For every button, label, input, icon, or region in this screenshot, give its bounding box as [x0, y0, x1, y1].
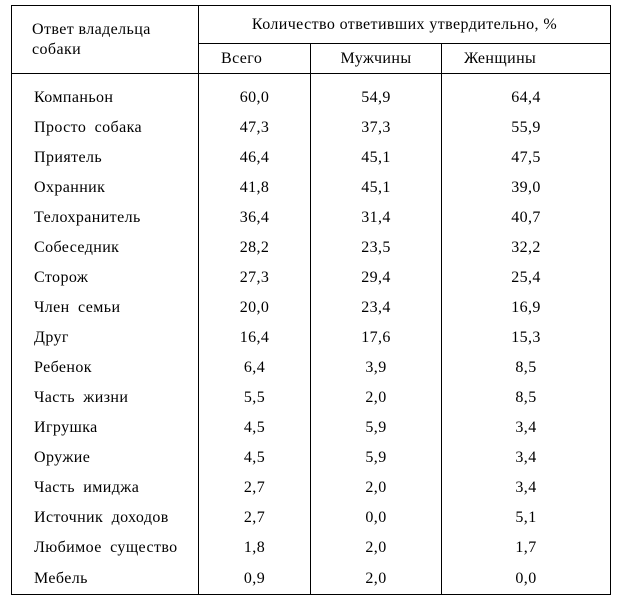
total-value: 36,4 [199, 203, 311, 233]
women-value: 47,5 [442, 143, 611, 173]
women-value: 55,9 [442, 113, 611, 143]
table-row [12, 503, 611, 533]
men-value: 3,9 [311, 353, 442, 383]
women-value: 8,5 [442, 383, 611, 413]
answer-label: Любимое существо [12, 533, 199, 563]
women-value: 5,1 [442, 503, 611, 533]
answer-label: Приятель [12, 143, 199, 173]
men-value: 2,0 [311, 533, 442, 563]
total-value: 47,3 [199, 113, 311, 143]
men-value: 23,4 [311, 293, 442, 323]
men-value: 45,1 [311, 143, 442, 173]
answer-label: Друг [12, 323, 199, 353]
table-row [12, 443, 611, 473]
total-value: 4,5 [199, 443, 311, 473]
women-value: 25,4 [442, 263, 611, 293]
answer-label: Телохранитель [12, 203, 199, 233]
total-value: 28,2 [199, 233, 311, 263]
total-value: 20,0 [199, 293, 311, 323]
answer-label: Игрушка [12, 413, 199, 443]
men-value: 5,9 [311, 443, 442, 473]
column-header-men: Мужчины [311, 44, 442, 74]
table-row [12, 203, 611, 233]
men-value: 5,9 [311, 413, 442, 443]
table-row [12, 143, 611, 173]
answer-label: Компаньон [12, 74, 199, 114]
answer-label: Источник доходов [12, 503, 199, 533]
total-value: 4,5 [199, 413, 311, 443]
table-row [12, 563, 611, 595]
answer-label: Собеседник [12, 233, 199, 263]
answer-label: Часть имиджа [12, 473, 199, 503]
table-row [12, 74, 611, 114]
total-value: 2,7 [199, 473, 311, 503]
answer-label: Оружие [12, 443, 199, 473]
total-value: 16,4 [199, 323, 311, 353]
total-value: 2,7 [199, 503, 311, 533]
table-row [12, 113, 611, 143]
women-value: 39,0 [442, 173, 611, 203]
total-value: 6,4 [199, 353, 311, 383]
answer-label: Просто собака [12, 113, 199, 143]
answer-label: Часть жизни [12, 383, 199, 413]
men-value: 0,0 [311, 503, 442, 533]
women-value: 32,2 [442, 233, 611, 263]
positive-answers-header: Количество ответивших утвердительно, % [199, 6, 611, 44]
men-value: 2,0 [311, 383, 442, 413]
men-value: 29,4 [311, 263, 442, 293]
column-header-women: Женщины [442, 44, 611, 74]
table-body [12, 74, 611, 595]
women-value: 8,5 [442, 353, 611, 383]
table-row [12, 533, 611, 563]
total-value: 1,8 [199, 533, 311, 563]
men-value: 23,5 [311, 233, 442, 263]
women-value: 16,9 [442, 293, 611, 323]
total-value: 5,5 [199, 383, 311, 413]
men-value: 17,6 [311, 323, 442, 353]
table-header [12, 6, 611, 74]
table-row [12, 353, 611, 383]
total-value: 46,4 [199, 143, 311, 173]
women-value: 1,7 [442, 533, 611, 563]
women-value: 64,4 [442, 74, 611, 114]
men-value: 54,9 [311, 74, 442, 114]
women-value: 15,3 [442, 323, 611, 353]
women-value: 40,7 [442, 203, 611, 233]
table-row [12, 323, 611, 353]
men-value: 37,3 [311, 113, 442, 143]
answer-label: Ребенок [12, 353, 199, 383]
table-row [12, 293, 611, 323]
table-row [12, 473, 611, 503]
women-value: 3,4 [442, 443, 611, 473]
men-value: 2,0 [311, 563, 442, 595]
answer-label: Мебель [12, 563, 199, 595]
women-value: 3,4 [442, 473, 611, 503]
men-value: 45,1 [311, 173, 442, 203]
women-value: 0,0 [442, 563, 611, 595]
answer-label: Член семьи [12, 293, 199, 323]
total-value: 0,9 [199, 563, 311, 595]
table-row [12, 173, 611, 203]
men-value: 31,4 [311, 203, 442, 233]
total-value: 41,8 [199, 173, 311, 203]
answer-label: Охранник [12, 173, 199, 203]
women-value: 3,4 [442, 413, 611, 443]
men-value: 2,0 [311, 473, 442, 503]
column-header-total: Всего [199, 44, 311, 74]
total-value: 27,3 [199, 263, 311, 293]
table-row [12, 263, 611, 293]
owner-answer-header: Ответ владельца собаки [12, 6, 199, 74]
table-row [12, 233, 611, 263]
total-value: 60,0 [199, 74, 311, 114]
answer-label: Сторож [12, 263, 199, 293]
table-row [12, 413, 611, 443]
table-row [12, 383, 611, 413]
survey-table [11, 5, 611, 595]
